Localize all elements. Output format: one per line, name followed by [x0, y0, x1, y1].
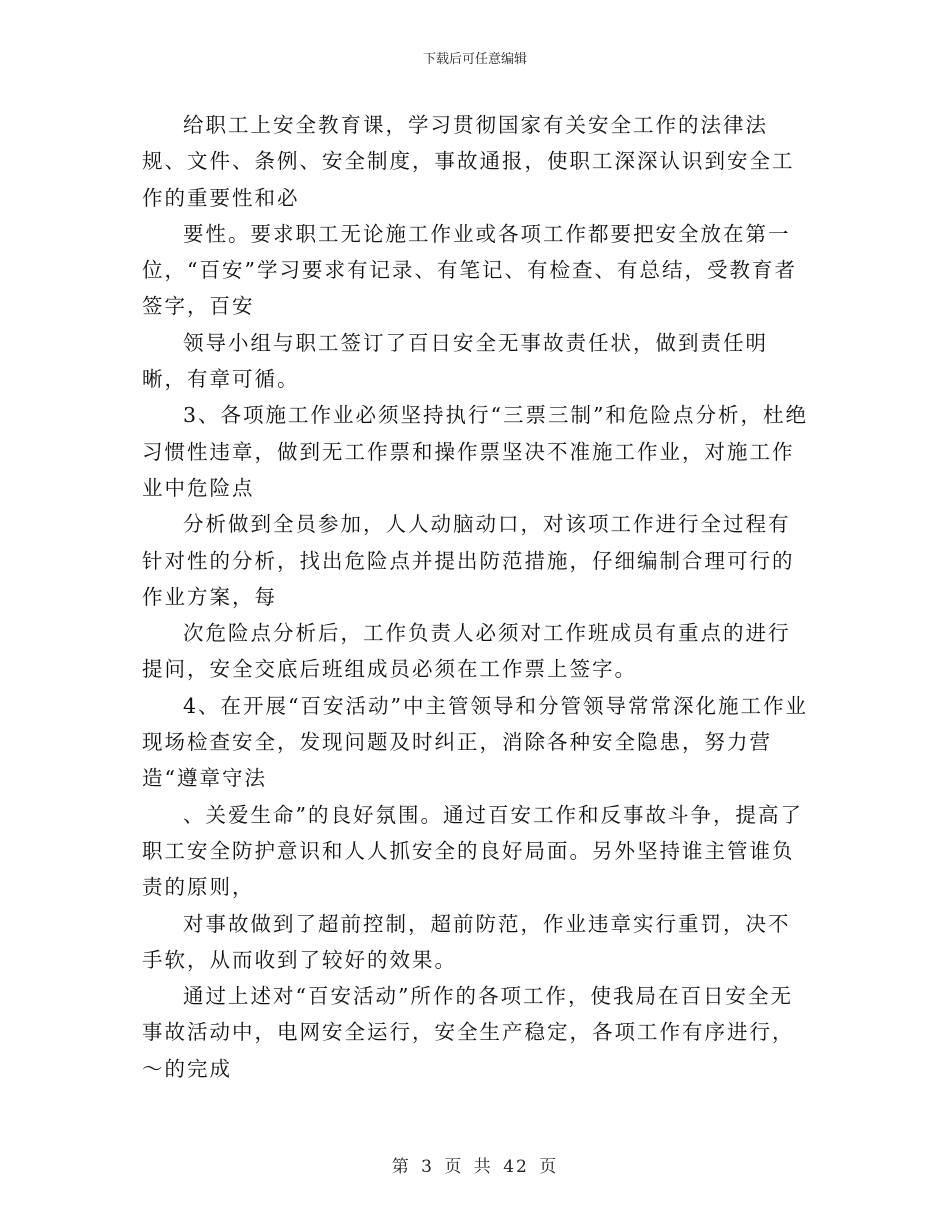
page-number-footer: 第 3 页 共 42 页 — [391, 1157, 559, 1177]
paragraph: 次危险点分析后，工作负责人必须对工作班成员有重点的进行提问，安全交底后班组成员必须在工作票上签字。 — [142, 621, 791, 682]
paragraph: 要性。要求职工无论施工作业或各项工作都要把安全放在第一位，“百安”学习要求有记录、有笔记、有检查、有总结，受教育者签字，百安 — [142, 221, 797, 319]
paragraph: 、关爱生命”的良好氛围。通过百安工作和反事故斗争，提高了职工安全防护意识和人人抓安全的良好局面。另外坚持谁主管谁负责的原则， — [142, 802, 803, 900]
document-body — [142, 107, 812, 1087]
paragraph: 分析做到全员参加，人人动脑动口，对该项工作进行全过程有针对性的分析，找出危险点并提出防范措施，仔细编制合理可行的作业方案，每 — [142, 512, 795, 609]
paragraph: 4、在开展“百安活动”中主管领导和分管领导常常深化施工作业现场检查安全，发现问题及时纠正，消除各种安全隐患，努力营造“遵章守法 — [142, 693, 809, 791]
paragraph: 通过上述对“百安活动”所作的各项工作，使我局在百日安全无事故活动中，电网安全运行，安全生产稳定，各项工作有序进行，～的完成 — [142, 984, 795, 1081]
paragraph: 领导小组与职工签订了百日安全无事故责任状，做到责任明晰，有章可循。 — [142, 330, 768, 392]
paragraph: 给职工上安全教育课，学习贯彻国家有关安全工作的法律法规、文件、条例、安全制度，事故通报，使职工深深认识到安全工作的重要性和必 — [142, 113, 795, 210]
paragraph: 对事故做到了超前控制，超前防范，作业违章实行重罚，决不手软，从而收到了较好的效果。 — [142, 911, 791, 972]
page-header: 下载后可任意编辑 — [422, 52, 527, 67]
paragraph: 3、各项施工作业必须坚持执行“三票三制”和危险点分析，杜绝习惯性违章，做到无工作票和操作票坚决不准施工作业，对施工作业中危险点 — [142, 403, 809, 500]
